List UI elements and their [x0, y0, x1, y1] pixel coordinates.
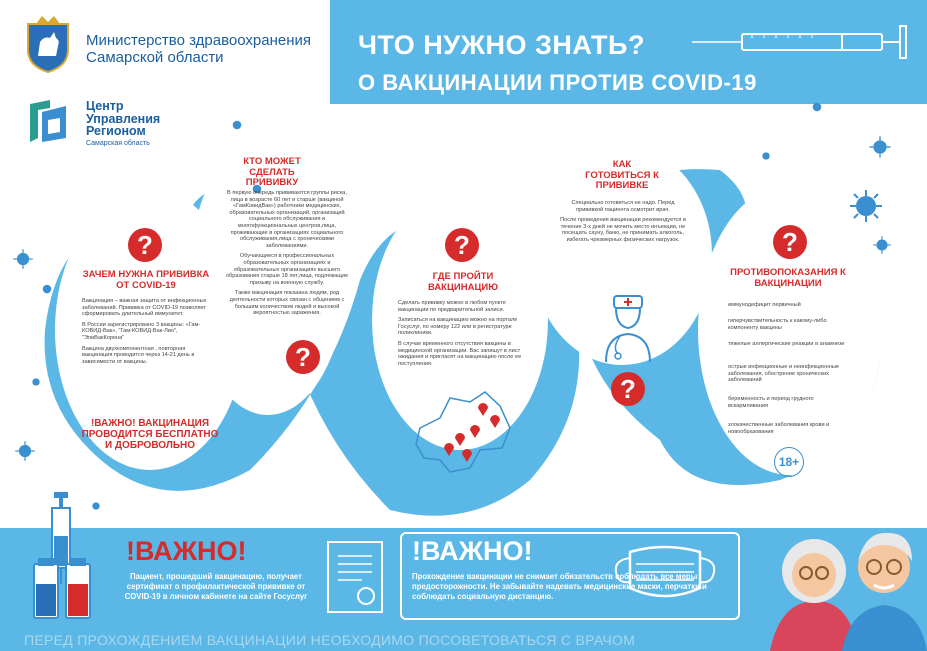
contra-item: иммунодефицит первичный: [728, 302, 801, 308]
contra-item: беременность и период грудного вскармливания: [728, 396, 814, 409]
why-p2: В России зарегистрировано 3 вакцины: «Гам-КОВИД-Вак», "Гам-КОВИД-Вак-Лио", "ЭпиВакКорона": [82, 321, 201, 341]
ministry-line2: Самарской области: [86, 49, 224, 66]
vaccine-syringe-icon: [10, 488, 110, 628]
virus-icon: [848, 188, 884, 224]
contra-item: гиперчувствительность к какому-либо компоненту вакцины: [728, 318, 827, 331]
virus-icon: [872, 235, 892, 255]
contra-item: злокачественные заболевания крови и новообразования: [728, 422, 830, 435]
virus-icon: [12, 248, 34, 270]
ministry-name: [86, 32, 311, 66]
warning-title-2: !ВАЖНО!: [412, 536, 533, 566]
question-icon: ?: [611, 372, 645, 406]
contra-item: острые инфекционные и неинфекционные заболевания, обострение хронических заболеваний: [728, 364, 839, 384]
prepare-p1: Специально готовиться не надо. Перед прививкой пациента осмотрит врач.: [571, 200, 675, 213]
who-text: [225, 190, 349, 321]
why-p1: Вакцинация – важная защита от инфекционных заболеваний. Прививка от COVID-19 позволяет сформировать длительный иммунитет.: [82, 298, 207, 318]
where-p3: В случае временного отсутствия вакцины в медицинской организации. Вас запишут в лист ожидания и пригласят на вакцинацию после ее поступления.: [398, 340, 522, 367]
footer-text: ПЕРЕД ПРОХОЖДЕНИЕМ ВАКЦИНАЦИИ НЕОБХОДИМО ПОСОВЕТОВАТЬСЯ С ВРАЧОМ: [24, 632, 636, 648]
cur-logo-icon: [26, 98, 70, 144]
where-p1: Сделать прививку можно в любом пункте вакцинации по предварительной записи.: [398, 300, 506, 313]
samara-emblem-icon: [22, 16, 74, 74]
ministry-line1: Министерство здравоохранения: [86, 32, 311, 49]
cur-subtitle: Самарская область: [86, 140, 150, 147]
why-note: !ВАЖНО! ВАКЦИНАЦИЯ ПРОВОДИТСЯ БЕСПЛАТНО И ДОБРОВОЛЬНО: [81, 418, 219, 451]
who-p2: Обучающиеся в профессиональных образовательных организациях и образовательных организациях высшего образования старше 18 лет,лица, подлежащие призыву на военную службу.: [225, 253, 349, 286]
who-p3: Также вакцинация показана людям, род деятельности которых связан с общением с большим количеством людей и высокой вероятностью заражения.: [229, 290, 345, 317]
prepare-text: [560, 200, 686, 248]
cur-name: [86, 100, 160, 138]
question-icon: ?: [773, 225, 807, 259]
contra-item: тяжелые аллергические реакции в анамнезе: [728, 341, 845, 347]
question-icon: ?: [445, 228, 479, 262]
age-badge: 18+: [774, 447, 804, 477]
why-title: ЗАЧЕМ НУЖНА ПРИВИВКА ОТ COVID-19: [82, 269, 210, 291]
virus-icon: [230, 118, 244, 132]
virus-icon: [760, 150, 772, 162]
virus-icon: [810, 100, 824, 114]
cur-line3: Регионом: [86, 124, 146, 138]
face-mask-icon: [610, 538, 720, 608]
doctor-icon: [600, 292, 656, 364]
where-title: ГДЕ ПРОЙТИ ВАКЦИНАЦИЮ: [427, 271, 499, 293]
why-p3: Вакцина двухкомпонентная , повторная вакцинация проводится через 14-21 день в зависимости от вакцины.: [82, 345, 195, 365]
syringe-icon: [692, 22, 917, 62]
virus-icon: [40, 282, 54, 296]
contra-title: ПРОТИВОПОКАЗАНИЯ К ВАКЦИНАЦИИ: [730, 267, 846, 289]
virus-icon: [14, 440, 36, 462]
region-map-icon: [410, 388, 520, 478]
page-title-line1: ЧТО НУЖНО ЗНАТЬ?: [358, 30, 645, 60]
certificate-icon: [326, 540, 384, 614]
question-icon: ?: [128, 228, 162, 262]
where-text: [398, 300, 522, 371]
question-icon: ?: [286, 340, 320, 374]
why-text: [82, 298, 214, 369]
warning-title-1: !ВАЖНО!: [126, 536, 247, 566]
elderly-couple-illustration: [770, 505, 927, 651]
warning-text-1: Пациент, прошедший вакцинацию, получает сертификат о профилактической прививке от COVID-19 в личном кабинете на сайте Госуслуг: [124, 572, 308, 601]
virus-icon: [868, 135, 892, 159]
virus-icon: [30, 376, 42, 388]
page-title-line2: О ВАКЦИНАЦИИ ПРОТИВ COVID-19: [358, 70, 757, 95]
who-p1: В первую очередь прививаются группы риска, лица в возрасте 60 лет и старше (вакциной «ГамКовидВак») работники медицинских, образовательных организаций, организаций социального обслуживания и многофункциональных центров,лица, проживающие в организациях социального обслуживания,лица с хроническими заболеваниями.: [227, 190, 347, 249]
cur-line2: Управления: [86, 111, 161, 126]
prepare-p2: После проведения вакцинации рекомендуется в течение 3-х дней не мочить место инъекции, не посещать сауну, баню, не принимать алкоголь, избегать чрезмерных физических нагрузок.: [560, 217, 686, 243]
cur-line1: Центр: [86, 99, 124, 113]
prepare-title: КАК ГОТОВИТЬСЯ К ПРИВИВКЕ: [585, 159, 659, 191]
who-title: КТО МОЖЕТ СДЕЛАТЬ ПРИВИВКУ: [243, 156, 301, 188]
where-p2: Записаться на вакцинацию можно на портале Госуслуг, по номеру 122 или в регистратуре поликлиники.: [398, 317, 518, 337]
warning-text-2: Прохождение вакцинации не снимает обязательств соблюдать все меры предосторожности. Не забывайте надевать медицинские маски, перчатки и соблюдать социальную дистанцию.: [412, 572, 707, 601]
